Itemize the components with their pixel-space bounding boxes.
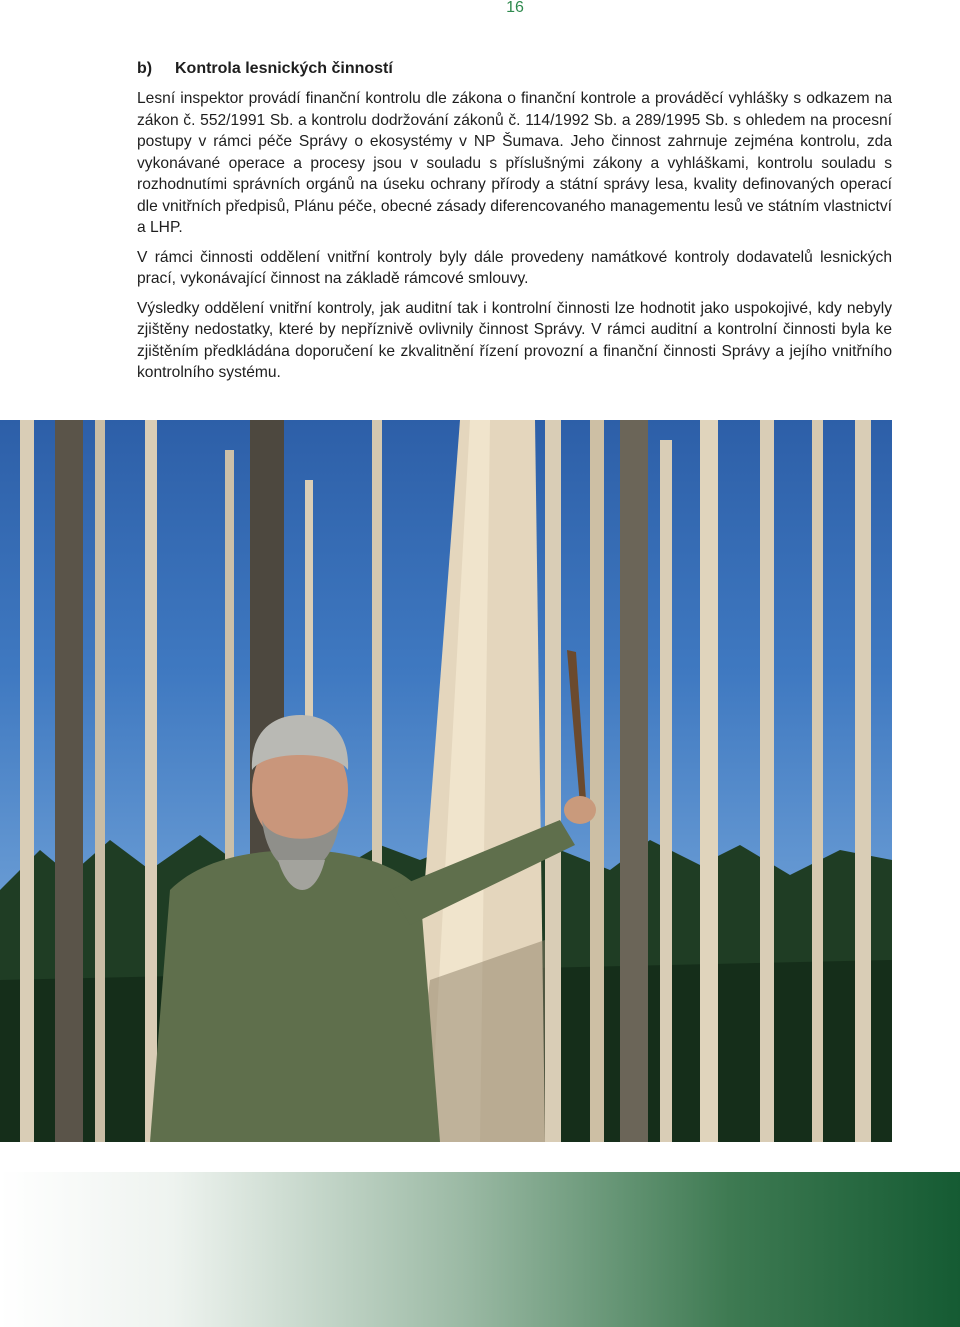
photo-illustration [0, 420, 892, 1142]
paragraph-1: Lesní inspektor provádí finanční kontrolu dle zákona o finanční kontrole a prováděcí vyhlášky s odkazem na zákon č. 552/1991 Sb. a kontrolu dodržování zákonů č. 114/1992 Sb. a 289/1995 Sb. s ohledem na procesní postupy v rámci péče Správy o ekosystémy v NP Šumava. Jeho činnost zahrnuje zejména kontrolu, zda vykonávané operace a procesy jsou v souladu s příslušnými zákony a vyhláškami, kontrolu souladu s rozhodnutími správních orgánů na úseku ochrany přírody a státní správy lesa, kvality definovaných operací dle vnitřních předpisů, Plánu péče, obecné zásady diferencovaného managementu lesů ve státním vlastnictví a LHP. [137, 90, 892, 236]
paragraph-2: V rámci činnosti oddělení vnitřní kontroly byly dále provedeny namátkové kontroly dodavatelů lesnických prací, vykonávající činnost na základě rámcové smlouvy. [137, 248, 892, 287]
forest-inspector-photo [0, 420, 892, 1142]
paragraph-3: Výsledky oddělení vnitřní kontroly, jak auditní tak i kontrolní činnosti lze hodnotit jako uspokojivé, kdy nebyly zjištěny nedostatky, které by nepříznivě ovlivnily činnost Správy. V rámci auditní a kontrolní činnosti byla ke zjištěním předkládána doporučení ke zkvalitnění řízení provozní a finanční činnosti Správy a jejího vnitřního kontrolního systému. [137, 299, 892, 381]
page-number: 16 [506, 0, 524, 16]
section-heading [137, 58, 892, 80]
section-kontrola [137, 58, 892, 392]
footer-gradient-band [0, 1172, 960, 1327]
section-label: b) [137, 60, 153, 77]
section-title: Kontrola lesnických činností [175, 60, 393, 77]
bark-stick [567, 650, 586, 805]
